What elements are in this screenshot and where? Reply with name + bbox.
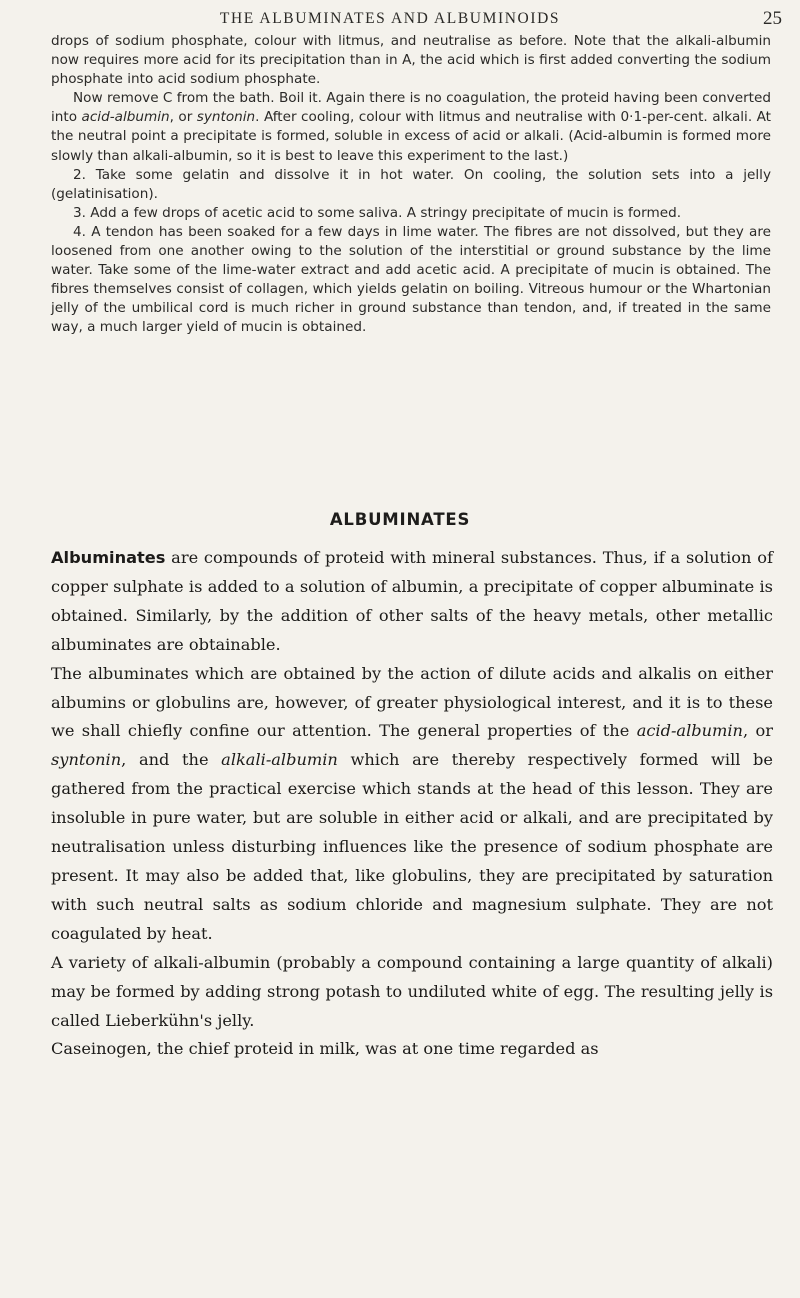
page-number: 25 — [763, 8, 782, 29]
paragraph: drops of sodium phosphate, colour with litmus, and neutralise as before. Note that the alkali-albumin now requires more acid for its precipitation than in A, the acid which is first added converting the sodium phosphate into acid sodium phosphate. — [51, 33, 771, 88]
paragraph: Caseinogen, the chief proteid in milk, was at one time regarded as — [51, 1039, 599, 1059]
text-run: are compounds of proteid with mineral substances. Thus, if a solution of copper sulphate is added to a solution of albumin, a precipitate of copper albuminate is obtained. Similarly, by the addition of other salts of the heavy metals, other metallic albuminates are obtainable. — [51, 548, 773, 654]
paragraph: 4. A tendon has been soaked for a few days in lime water. The fibres are not dissolved, but they are loosened from one another owing to the solution of the interstitial or ground substance by the lime water. Take some of the lime-water extract and add acetic acid. A precipitate of mucin is obtained. The fibres themselves consist of collagen, which yields gelatin on boiling. Vitreous humour or the Whartonian jelly of the umbilical cord is much richer in ground substance than tendon, and, if treated in the same way, a much larger yield of mucin is obtained. — [51, 223, 771, 336]
lead-term: Albuminates — [51, 548, 166, 567]
text-run: The albuminates which are obtained by the action of dilute acids and alkalis on either albumins or globulins are, however, of greater physiological interest, and it is to these we shall chiefly confine our attention. The general properties of the — [51, 663, 773, 741]
italic-term: syntonin — [196, 109, 256, 126]
paragraph: 3. Add a few drops of acetic acid to some saliva. A stringy precipitate of mucin is formed. — [73, 204, 682, 221]
paragraph — [51, 89, 771, 165]
text-run: Now remove C from the bath. Boil it. Again there is no coagulation, the proteid having been converted into — [51, 90, 771, 126]
text-run: . After cooling, colour with litmus and neutralise with 0·1-per-cent. alkali. At the neutral point a precipitate is formed, soluble in excess of acid or alkali. (Acid-albumin is formed more slowly than alkali-albumin, so it is best to leave this experiment to the last.) — [51, 109, 771, 164]
italic-term: syntonin — [51, 750, 122, 770]
text-run: which are thereby respectively formed will be gathered from the practical exercise which stands at the head of this lesson. They are insoluble in pure water, but are soluble in either acid or alkali, and are precipitated by neutralisation unless disturbing influences like the presence of sodium phosphate are present. It may also be added that, like globulins, they are precipitated by saturation with such neutral salts as sodium chloride and magnesium sulphate. They are not coagulated by heat. — [51, 750, 774, 943]
section-heading: ALBUMINATES — [329, 510, 471, 529]
running-head — [90, 6, 800, 32]
albuminates-section — [51, 544, 773, 1064]
text-run: , and the — [121, 750, 222, 770]
paragraph — [51, 660, 773, 949]
italic-term: acid-albumin — [81, 109, 170, 126]
paragraph: 2. Take some gelatin and dissolve it in hot water. On cooling, the solution sets into a jelly (gelatinisation). — [51, 166, 771, 202]
paragraph — [51, 544, 773, 660]
running-title: THE ALBUMINATES AND ALBUMINOIDS — [219, 10, 561, 27]
italic-term: acid-albumin — [636, 721, 743, 741]
text-run: , or — [742, 721, 773, 741]
text-run: , or — [169, 109, 197, 126]
paragraph: A variety of alkali-albumin (probably a compound containing a large quantity of alkali) may be formed by adding strong potash to undiluted white of egg. The resulting jelly is called Lieberkühn's jelly. — [51, 952, 773, 1030]
experiment-notes — [51, 32, 771, 338]
italic-term: alkali-albumin — [221, 750, 338, 770]
